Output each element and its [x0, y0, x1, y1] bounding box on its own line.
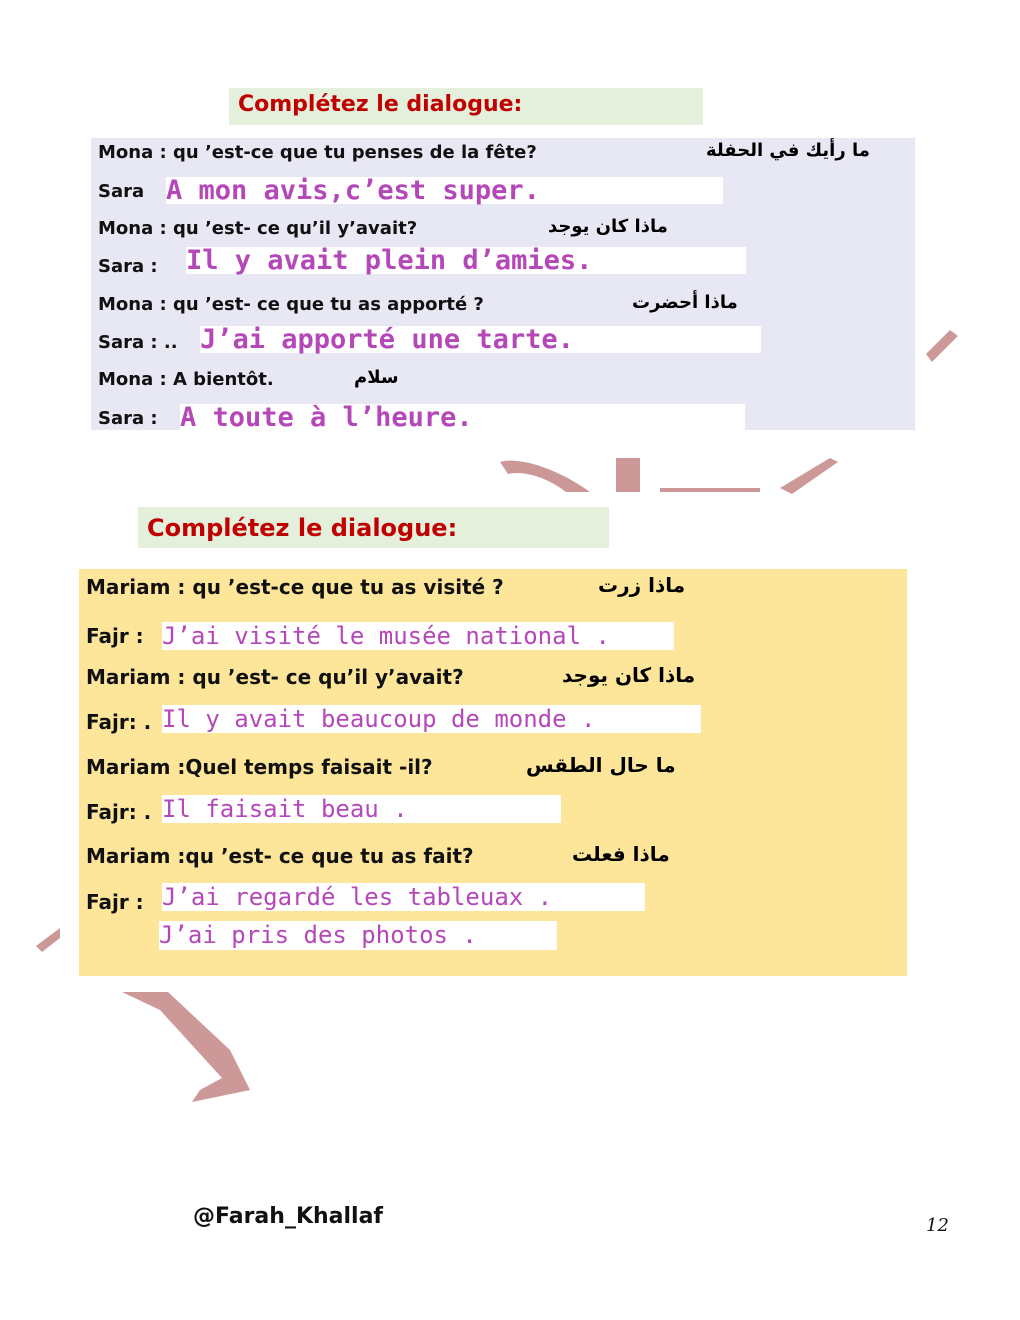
- arabic-translation: سلام: [354, 367, 399, 388]
- section1-line-2: [98, 181, 144, 202]
- section2-line-8: [86, 890, 144, 914]
- arabic-translation: ماذا زرت: [598, 573, 686, 597]
- arabic-translation: ماذا كان يوجد: [548, 216, 668, 237]
- section2-line-5: [86, 755, 433, 779]
- speaker: Sara : ..: [98, 332, 178, 353]
- dialogue-text: A bientôt.: [172, 369, 274, 390]
- speaker: Mona :: [98, 218, 173, 239]
- answer-field: J’ai pris des photos .: [159, 921, 557, 950]
- speaker: Fajr: .: [86, 710, 152, 734]
- section2-line-3: [86, 665, 464, 689]
- section1-line-5: [98, 294, 484, 315]
- section1-line-8: [98, 408, 158, 429]
- answer-field: A toute à l’heure.: [180, 404, 745, 430]
- arabic-translation: ما رأيك في الحفلة: [706, 140, 870, 161]
- speaker: Mariam :: [86, 575, 193, 599]
- section1-line-3: [98, 218, 417, 239]
- section1-title: Complétez le dialogue:: [238, 92, 523, 117]
- speaker: Sara :: [98, 408, 158, 429]
- answer-field: Il faisait beau .: [162, 795, 561, 823]
- section2-title: Complétez le dialogue:: [147, 514, 458, 542]
- speaker: Mariam :: [86, 844, 186, 868]
- section2-line-4: [86, 710, 151, 734]
- dialogue-text: qu ’est- ce qu’il y’avait?: [172, 218, 418, 239]
- speaker: Mariam :: [86, 665, 193, 689]
- answer-field: J’ai visité le musée national .: [162, 622, 674, 650]
- arabic-translation: ما حال الطقس: [526, 753, 676, 777]
- section1-line-7: [98, 369, 274, 390]
- speaker: Mona :: [98, 142, 173, 163]
- section1-line-4: [98, 256, 158, 277]
- speaker: Sara :: [98, 256, 158, 277]
- speaker: Mona :: [98, 294, 173, 315]
- page-number: 12: [926, 1215, 949, 1236]
- section2-line-6: [86, 800, 151, 824]
- answer-field: J’ai apporté une tarte.: [200, 326, 761, 353]
- dialogue-text: qu ’est- ce que tu as apporté ?: [172, 294, 484, 315]
- arabic-translation: ماذا فعلت: [572, 842, 670, 866]
- arabic-translation: ماذا أحضرت: [632, 292, 738, 313]
- speaker: Mona :: [98, 369, 173, 390]
- dialogue-text: qu ’est- ce que tu as fait?: [185, 844, 474, 868]
- section1-line-1: [98, 142, 537, 163]
- arabic-translation: ماذا كان يوجد: [562, 663, 696, 687]
- dialogue-text: qu ’est-ce que tu penses de la fête?: [172, 142, 537, 163]
- section1-line-6: [98, 332, 178, 353]
- section2-line-2: [86, 624, 144, 648]
- dialogue-text: qu ’est- ce qu’il y’avait?: [192, 665, 464, 689]
- dialogue-text: Quel temps faisait -il?: [185, 755, 433, 779]
- speaker: Fajr :: [86, 890, 144, 914]
- author-handle: @Farah_Khallaf: [193, 1204, 383, 1229]
- answer-field: A mon avis,c’est super.: [166, 177, 723, 204]
- speaker: Mariam :: [86, 755, 186, 779]
- speaker: Sara: [98, 181, 145, 202]
- answer-field: J’ai regardé les tableuax .: [162, 883, 645, 911]
- speaker: Fajr :: [86, 624, 144, 648]
- answer-field: Il y avait plein d’amies.: [186, 247, 746, 274]
- answer-field: Il y avait beaucoup de monde .: [162, 705, 701, 733]
- speaker: Fajr: .: [86, 800, 152, 824]
- section2-line-7: [86, 844, 474, 868]
- section2-line-1: [86, 575, 504, 599]
- dialogue-text: qu ’est-ce que tu as visité ?: [192, 575, 504, 599]
